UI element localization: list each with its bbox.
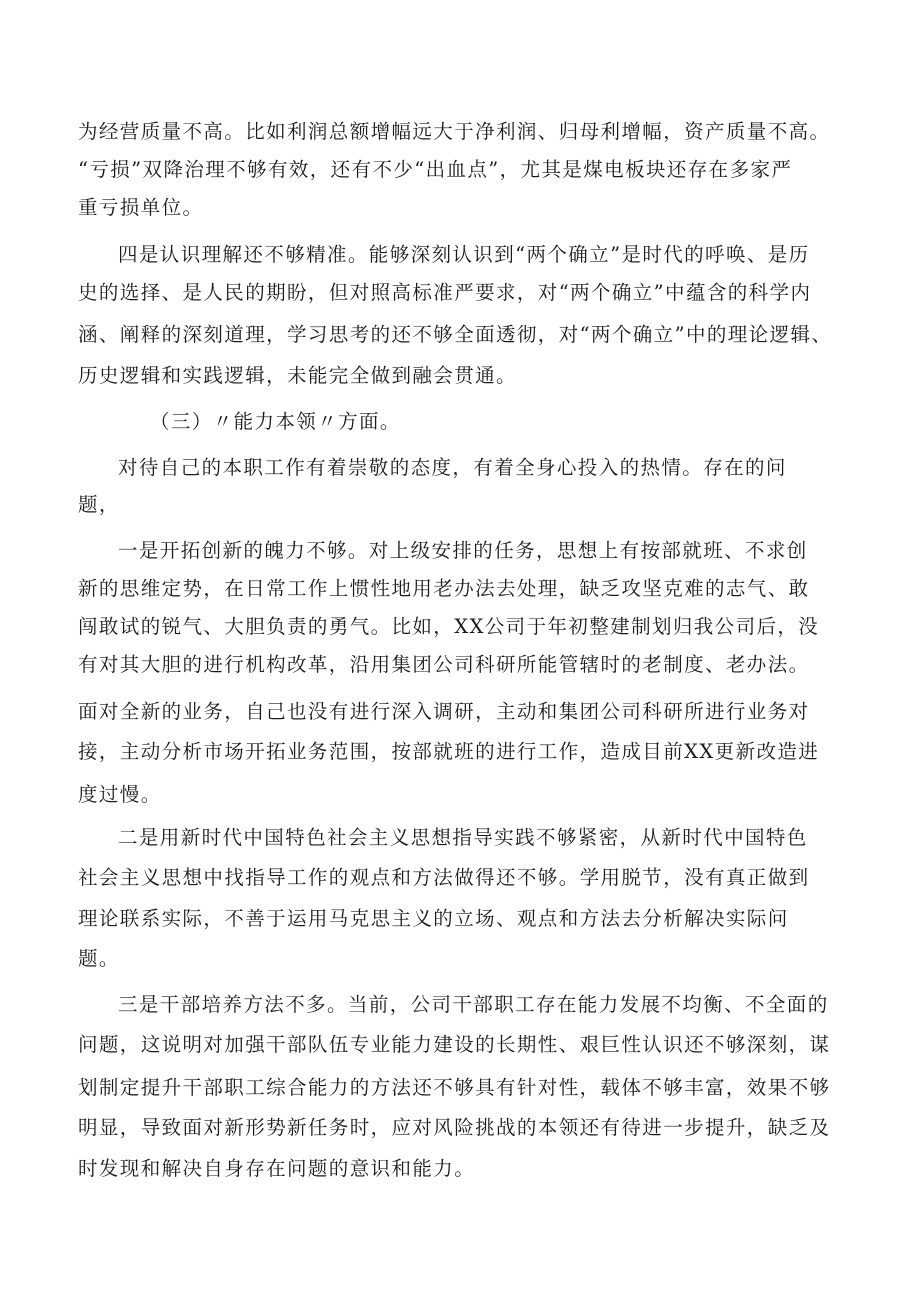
text-line: 题，	[78, 493, 120, 516]
text-line: 四是认识理解还不够精准。能够深刻认识到“两个确立”是时代的呼唤、是历	[118, 243, 810, 266]
text-line: 历史逻辑和实践逻辑，未能完全做到融会贯通。	[78, 364, 517, 387]
text-line: 闯敢试的锐气、大胆负责的勇气。比如，XX公司于年初整建制划归我公司后，没	[78, 615, 820, 638]
text-line: 面对全新的业务，自己也没有进行深入调研，主动和集团公司科研所进行业务对	[78, 700, 810, 723]
text-line: 新的思维定势，在日常工作上惯性地用老办法去处理，缺乏攻坚克难的志气、敢	[78, 577, 810, 600]
text-line: 度过慢。	[78, 783, 162, 806]
text-line: 明显，导致面对新形势新任务时，应对风险挑战的本领还有待进一步提升，缺乏及	[78, 1116, 831, 1139]
text-line: 题。	[78, 947, 120, 970]
text-line: 接，主动分析市场开拓业务范围，按部就班的进行工作，造成目前XX更新改造进	[78, 740, 820, 763]
section-heading: （三）〃能力本领〃方面。	[150, 410, 401, 433]
text-line: 三是干部培养方法不多。当前，公司干部职工存在能力发展不均衡、不全面的	[118, 993, 829, 1016]
text-line: 社会主义思想中找指导工作的观点和方法做得还不够。学用脱节，没有真正做到	[78, 866, 810, 889]
text-line: 理论联系实际，不善于运用马克思主义的立场、观点和方法去分析解决实际问	[78, 907, 789, 930]
text-line: “亏损”双降治理不够有效，还有不少“出血点”，尤其是煤电板块还存在多家严	[78, 158, 793, 181]
text-line: 问题，这说明对加强干部队伍专业能力建设的长期性、艰巨性认识还不够深刻，谋	[78, 1033, 831, 1056]
text-line: 涵、阐释的深刻道理，学习思考的还不够全面透彻，对“两个确立”中的理论逻辑、	[78, 323, 833, 346]
text-line: 一是开拓创新的魄力不够。对上级安排的任务，思想上有按部就班、不求创	[118, 539, 808, 562]
text-line: 二是用新时代中国特色社会主义思想指导实践不够紧密，从新时代中国特色	[118, 826, 808, 849]
text-line: 时发现和解决自身存在问题的意识和能力。	[78, 1157, 476, 1180]
text-line: 划制定提升干部职工综合能力的方法还不够具有针对性，载体不够丰富，效果不够	[78, 1076, 831, 1099]
text-line: 重亏损单位。	[78, 196, 204, 219]
text-line: 为经营质量不高。比如利润总额增幅远大于净利润、归母利增幅，资产质量不高。	[78, 120, 831, 143]
text-line: 对待自己的本职工作有着崇敬的态度，有着全身心投入的热情。存在的问	[118, 456, 787, 479]
text-line: 有对其大胆的进行机构改革，沿用集团公司科研所能管辖时的老制度、老办法。	[78, 653, 810, 676]
text-line: 史的选择、是人民的期盼，但对照高标准严要求，对“两个确立”中蕴含的科学内	[78, 281, 812, 304]
